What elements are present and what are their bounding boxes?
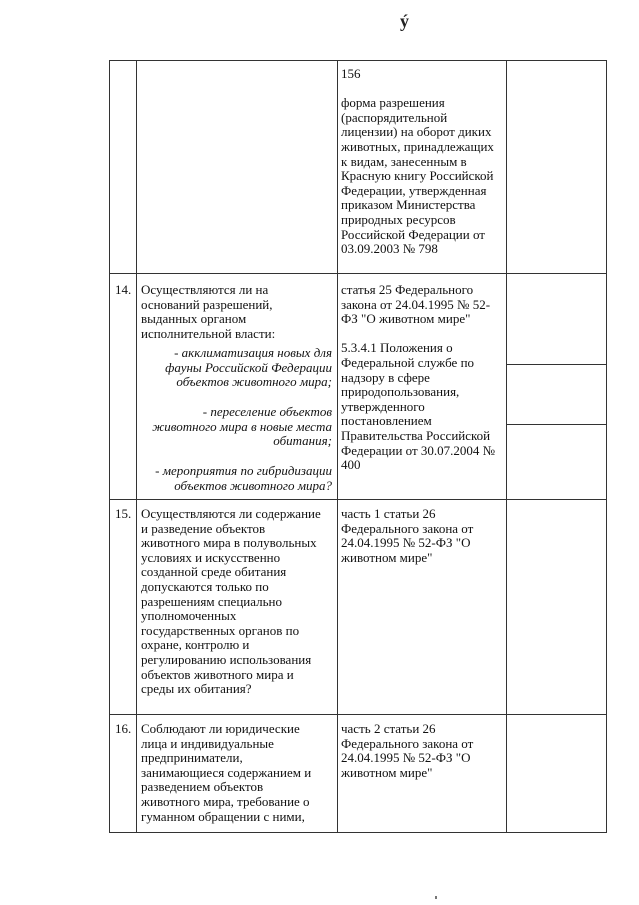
row-16-number: 16. [115, 721, 132, 736]
row-14-subitem-acclimatization: - акклиматизация новых для фауны Российской Федерации объектов животного мира; [165, 345, 332, 390]
row-14-subitem-hybridization: - мероприятия по гибридизации объектов животного мира? [155, 463, 332, 493]
row-15-reference: часть 1 статьи 26 Федерального закона от 24.04.1995 № 52-ФЗ "О животном мире" [341, 506, 474, 565]
row-14-reference: статья 25 Федерального закона от 24.04.1995 № 52- ФЗ "О животном мире" 5.3.4.1 Положения о Федеральной службе по надзору в сфере природопользования, утвержденного постановлением Правительства Российской Федерации от 30.07.2004 № 400 [341, 282, 496, 473]
row-16-reference: часть 2 статьи 26 Федерального закона от 24.04.1995 № 52-ФЗ "О животном мире" [341, 721, 474, 780]
row-15-number: 15. [115, 506, 132, 521]
scan-speck [435, 896, 437, 899]
page-number-mark: ý [400, 11, 409, 31]
checklist-table [109, 60, 607, 833]
row-continued-reference: 156 форма разрешения (распорядительной лицензии) на оборот диких животных, принадлежащих к видам, занесенным в Красную книгу Российской Федерации, утвержденная приказом Министерства природных ресурсов Российской Федерации от 03.09.2003 № 798 [341, 66, 494, 257]
row-14-subitem-relocation: - переселение объектов животного мира в новые места обитания; [152, 404, 332, 449]
row-15-question: Осуществляются ли содержание и разведение объектов животного мира в полувольных условиях и искусственно созданной среде обитания допускаются только по разрешениям специально уполномоченных государственных органов по охране, контролю и регулированию использования объектов животного мира и среды их обитания? [141, 506, 321, 697]
row-14-number: 14. [115, 282, 132, 297]
row-14-question: Осуществляются ли на оснований разрешений, выданных органом исполнительной власти: [141, 282, 276, 341]
row-16-question: Соблюдают ли юридические лица и индивидуальные предприниматели, занимающиеся содержанием и разведением объектов животного мира, требование о гуманном обращении с ними, [141, 721, 312, 824]
